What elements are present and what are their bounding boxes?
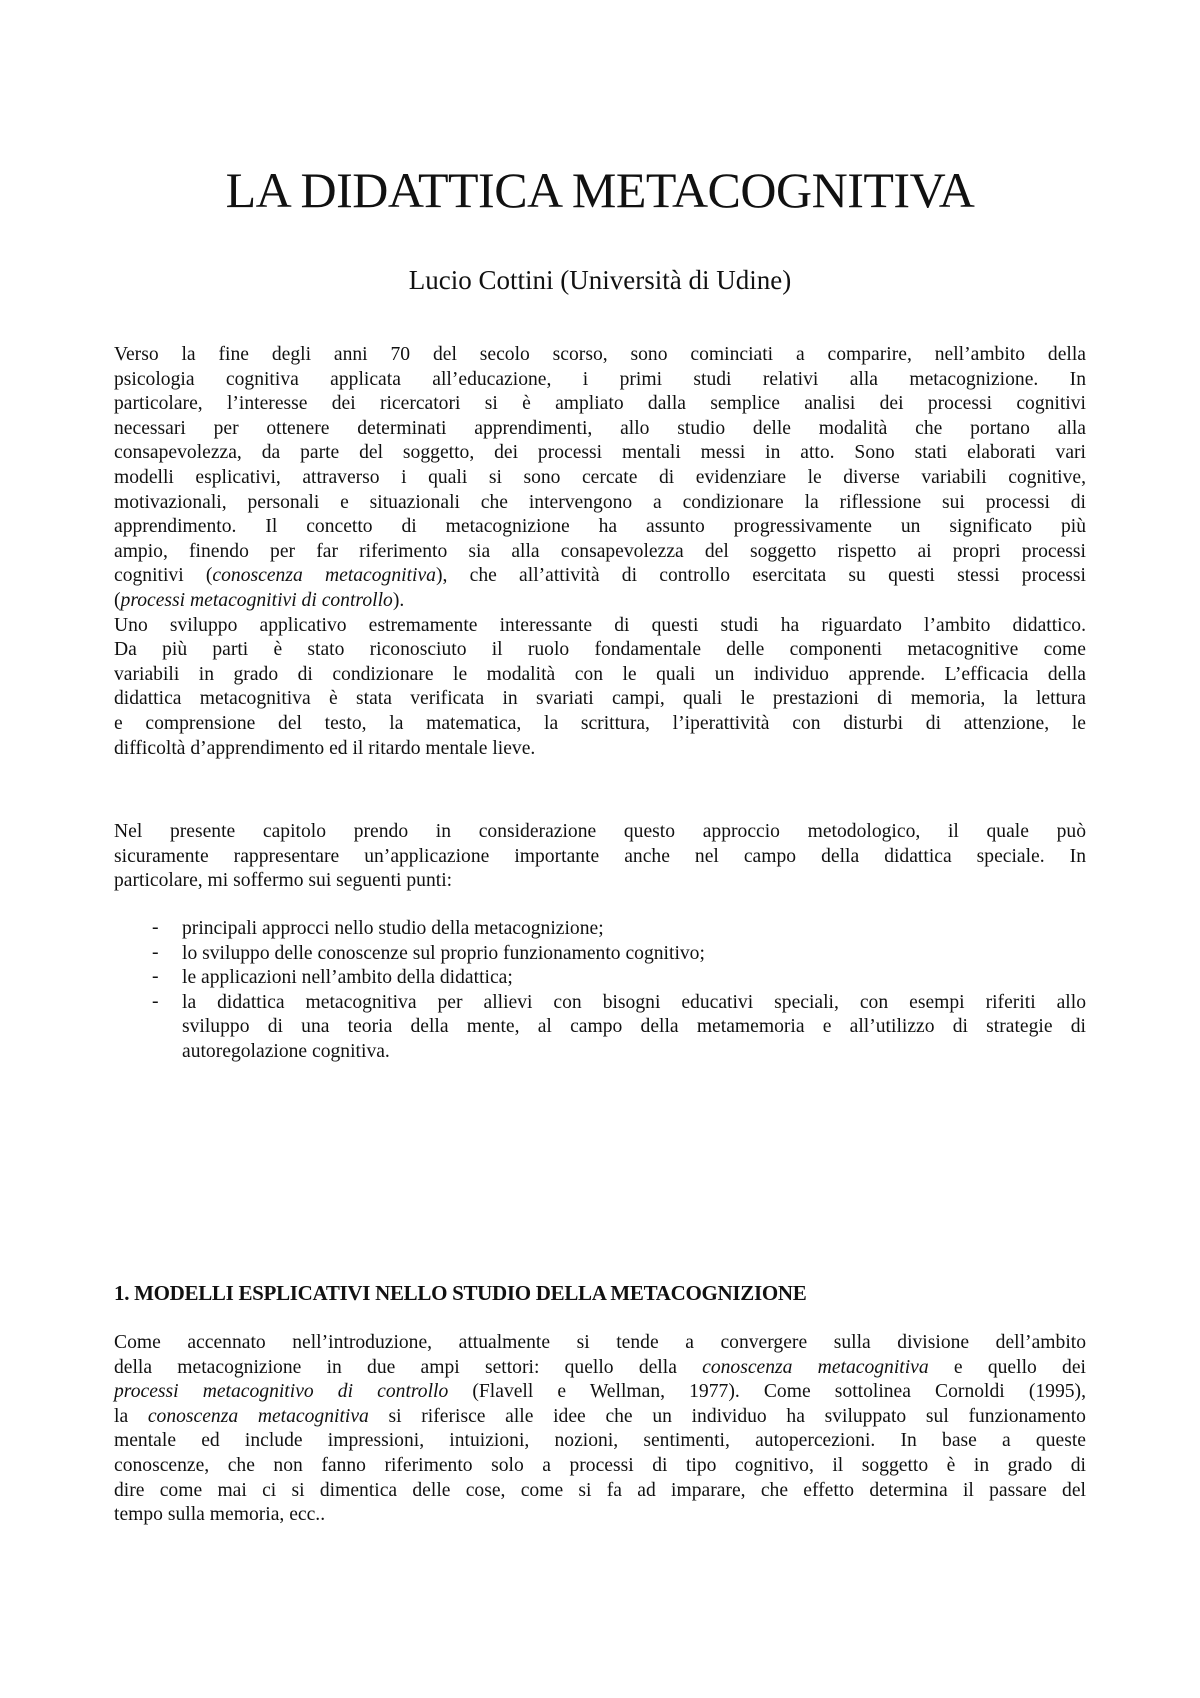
text-run: e quello dei xyxy=(928,1356,1086,1378)
list-item-text: principali approcci nello studio della metacognizione; xyxy=(182,918,604,939)
text-run: motivazionali, personali e situazionali che intervengono a condizionare la riflessione sui processi di xyxy=(114,491,1086,513)
text-line xyxy=(114,1356,1086,1381)
text-run: si riferisce alle idee che un individuo ha sviluppato sul funzionamento xyxy=(368,1405,1086,1427)
text-run: Verso la fine degli anni 70 del secolo scorso, sono cominciati a comparire, nell’ambito della xyxy=(114,344,1086,365)
list-item xyxy=(114,917,1086,942)
text-run: didattica metacognitiva è stata verificata in svariati campi, quali le prestazioni di memoria, la lettura xyxy=(114,688,1086,710)
chapter-overview-paragraph xyxy=(114,820,1086,894)
list-item-text: la didattica metacognitiva per allievi con bisogni educativi speciali, con esempi riferiti allo xyxy=(182,991,1086,1013)
text-run: particolare, l’interesse dei ricercatori si è ampliato dalla semplice analisi dei processi cognitivi xyxy=(114,393,1086,415)
section-heading: 1. MODELLI ESPLICATIVI NELLO STUDIO DELLA METACOGNIZIONE xyxy=(114,1281,807,1305)
text-line xyxy=(114,869,1086,894)
topics-list xyxy=(114,917,1086,1065)
intro-paragraph xyxy=(114,343,1086,761)
text-run: ), che all’attività di controllo esercitata su questi stessi processi xyxy=(435,565,1086,587)
list-item xyxy=(114,991,1086,1065)
text-line xyxy=(114,491,1086,516)
text-run: modelli esplicativi, attraverso i quali si sono cercate di evidenziare le diverse variabili cognitive, xyxy=(114,466,1086,488)
italic-term: processi metacognitivi di controllo xyxy=(120,589,393,611)
text-line xyxy=(114,845,1086,870)
text-run: sicuramente rappresentare un’applicazione importante anche nel campo della didattica speciale. In xyxy=(114,845,1086,867)
text-line xyxy=(114,368,1086,393)
text-line xyxy=(114,1503,1086,1528)
text-line xyxy=(114,417,1086,442)
text-run: variabili in grado di condizionare le modalità con le quali un individuo apprende. L’efficacia della xyxy=(114,663,1086,685)
text-line xyxy=(114,1479,1086,1504)
text-run: ( xyxy=(114,589,121,611)
text-line xyxy=(114,1454,1086,1479)
text-line xyxy=(114,1429,1086,1454)
text-run: consapevolezza, da parte del soggetto, dei processi mentali messi in atto. Sono stati elaborati vari xyxy=(114,442,1086,464)
italic-term: conoscenza metacognitiva xyxy=(702,1356,929,1378)
text-line xyxy=(114,1380,1086,1405)
text-run: Nel presente capitolo prendo in considerazione questo approccio metodologico, il quale può xyxy=(114,821,1086,842)
text-line xyxy=(114,589,1086,614)
document-title: LA DIDATTICA METACOGNITIVA xyxy=(225,162,975,218)
text-run: Da più parti è stato riconosciuto il ruolo fondamentale delle componenti metacognitive come xyxy=(114,639,1086,661)
text-line xyxy=(114,564,1086,589)
bullet-dash: - xyxy=(152,917,159,938)
text-run: necessari per ottenere determinati apprendimenti, allo studio delle modalità che portano alla xyxy=(114,417,1086,439)
text-run: ampio, finendo per far riferimento sia alla consapevolezza del soggetto rispetto ai propri processi xyxy=(114,540,1086,562)
text-run: conoscenze, che non fanno riferimento solo a processi di tipo cognitivo, il soggetto è in grado di xyxy=(114,1454,1086,1476)
text-run: la xyxy=(114,1405,148,1427)
text-run: della metacognizione in due ampi settori: quello della xyxy=(114,1356,703,1378)
text-line xyxy=(114,515,1086,540)
text-line xyxy=(114,343,1086,368)
italic-term: conoscenza metacognitiva xyxy=(212,565,436,587)
text-run: mentale ed include impressioni, intuizioni, nozioni, sentimenti, autopercezioni. In base a queste xyxy=(114,1430,1086,1452)
text-line xyxy=(114,663,1086,688)
text-line xyxy=(114,638,1086,663)
text-line xyxy=(114,466,1086,491)
text-run: e comprensione del testo, la matematica, la scrittura, l’iperattività con disturbi di attenzione, le xyxy=(114,712,1086,734)
text-run: psicologia cognitiva applicata all’educazione, i primi studi relativi alla metacognizione. In xyxy=(114,368,1086,390)
text-run: difficoltà d’apprendimento ed il ritardo mentale lieve. xyxy=(114,737,536,759)
text-line xyxy=(114,614,1086,639)
text-run: Uno sviluppo applicativo estremamente interessante di questi studi ha riguardato l’ambito didattico. xyxy=(114,614,1086,636)
text-line xyxy=(114,712,1086,737)
section-paragraph xyxy=(114,1331,1086,1528)
text-run: ). xyxy=(392,589,405,611)
text-line xyxy=(114,1331,1086,1356)
text-run: cognitivi ( xyxy=(114,565,213,587)
bullet-dash: - xyxy=(152,966,159,988)
text-line xyxy=(114,820,1086,845)
text-line xyxy=(114,392,1086,417)
list-item-text: sviluppo di una teoria della mente, al campo della metamemoria e all’utilizzo di strategie di xyxy=(182,1016,1086,1038)
text-line xyxy=(114,737,1086,762)
text-line xyxy=(114,540,1086,565)
text-run: dire come mai ci si dimentica delle cose, come si fa ad imparare, che effetto determina il passare del xyxy=(114,1479,1086,1501)
list-item-text: autoregolazione cognitiva. xyxy=(182,1040,390,1062)
text-line xyxy=(114,1405,1086,1430)
text-line xyxy=(114,441,1086,466)
italic-term: processi metacognitivo di controllo xyxy=(114,1381,449,1403)
bullet-dash: - xyxy=(152,941,159,963)
text-run: apprendimento. Il concetto di metacognizione ha assunto progressivamente un significato più xyxy=(114,516,1086,538)
text-line xyxy=(114,687,1086,712)
list-item xyxy=(114,966,1086,991)
list-item xyxy=(114,942,1086,967)
document-author: Lucio Cottini (Università di Udine) xyxy=(408,265,792,295)
text-run: (Flavell e Wellman, 1977). Come sottolinea Cornoldi (1995), xyxy=(448,1381,1086,1403)
text-run: tempo sulla memoria, ecc.. xyxy=(114,1504,326,1526)
list-item-text: le applicazioni nell’ambito della didattica; xyxy=(182,967,513,989)
bullet-dash: - xyxy=(152,990,159,1012)
text-run: particolare, mi soffermo sui seguenti punti: xyxy=(114,870,453,892)
italic-term: conoscenza metacognitiva xyxy=(147,1405,369,1427)
text-run: Come accennato nell’introduzione, attualmente si tende a convergere sulla divisione dell’ambito xyxy=(114,1332,1086,1353)
list-item-text: lo sviluppo delle conoscenze sul proprio funzionamento cognitivo; xyxy=(182,942,705,964)
